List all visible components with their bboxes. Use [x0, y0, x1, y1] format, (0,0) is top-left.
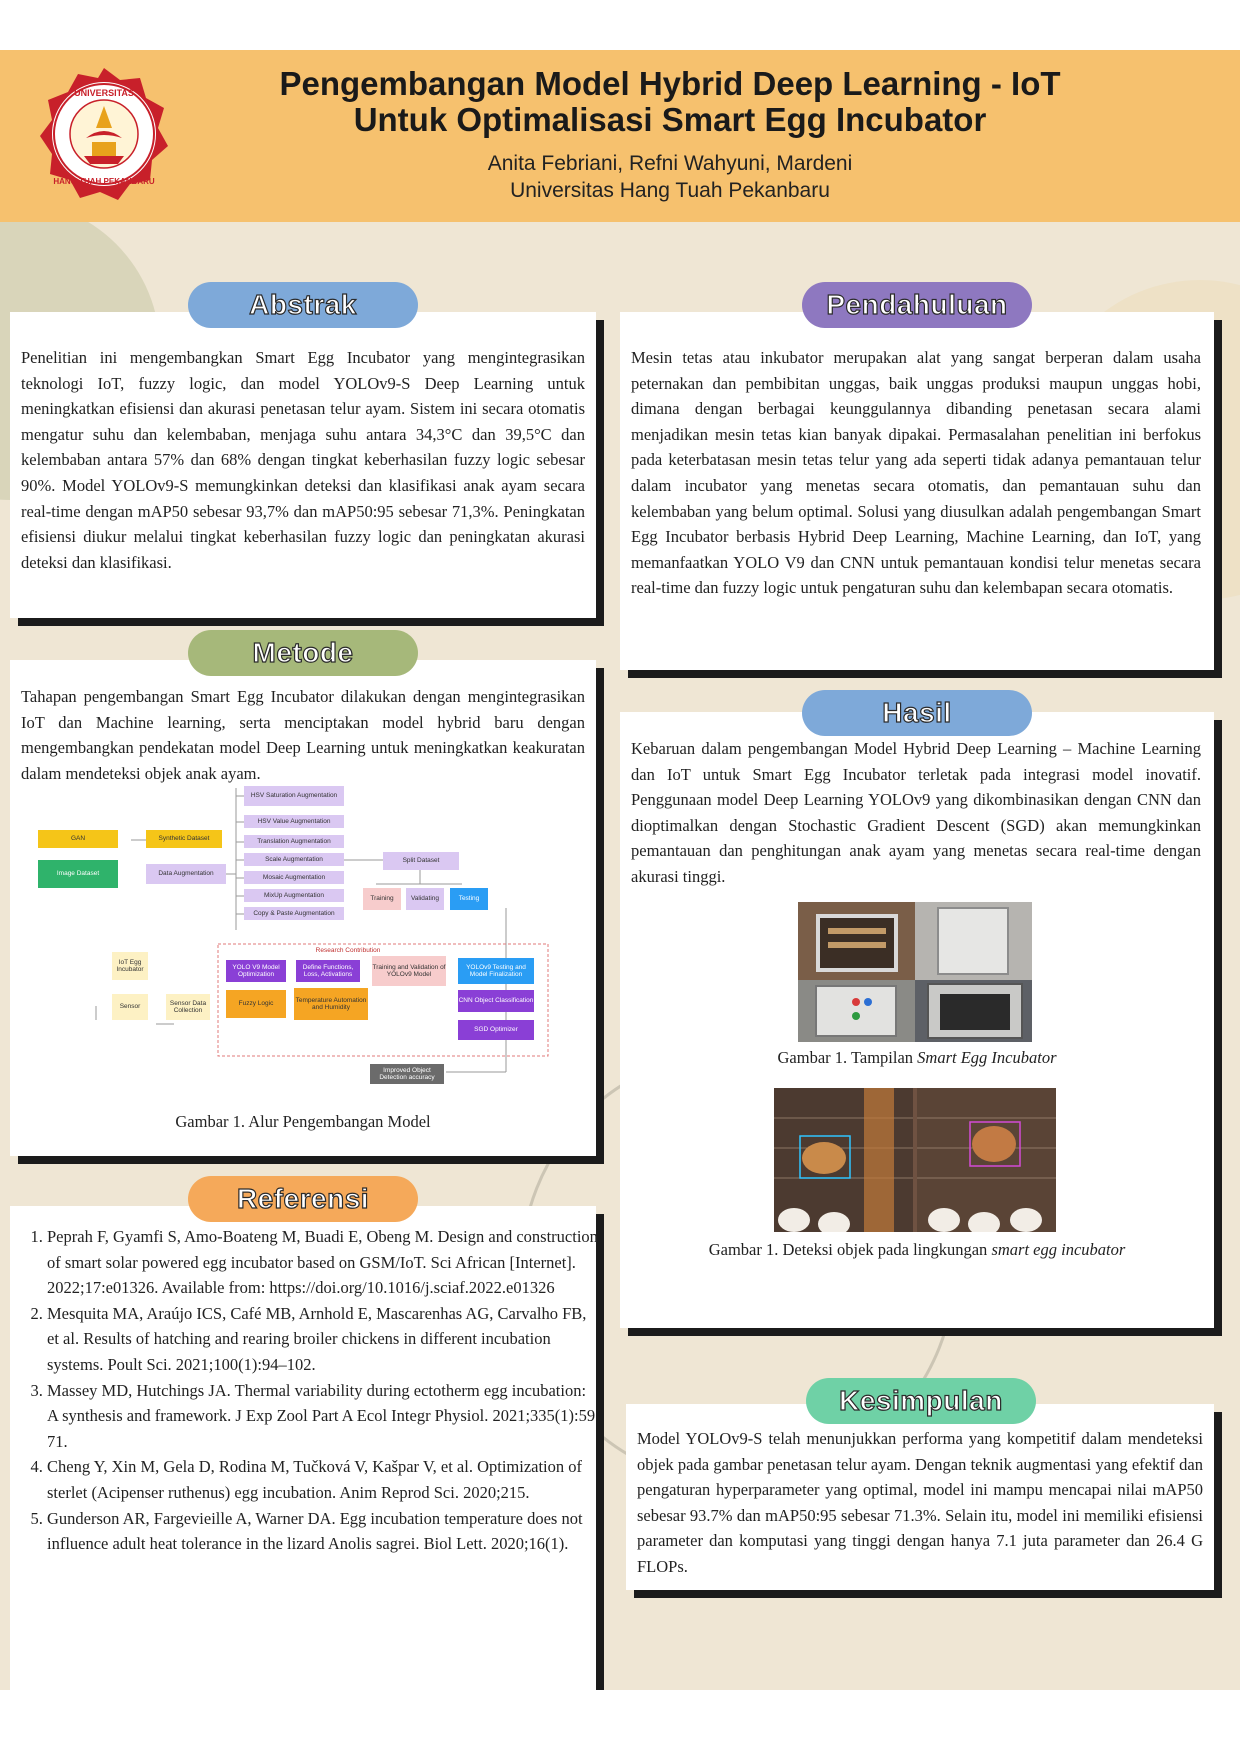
reference-list [21, 1224, 599, 1557]
abstrak-heading: Abstrak [188, 282, 418, 328]
diagram-aug-3: Translation Augmentation [244, 835, 344, 848]
diagram-fuzzy-logic: Fuzzy Logic [226, 990, 286, 1018]
university-logo [36, 66, 172, 202]
authors: Anita Febriani, Refni Wahyuni, Mardeni [487, 152, 853, 175]
diagram-split-dataset: Split Dataset [383, 852, 459, 870]
poster-title [200, 66, 1140, 138]
caption-1-italic: Smart Egg Incubator [917, 1048, 1057, 1067]
diagram-synthetic-dataset: Synthetic Dataset [146, 830, 222, 848]
hasil-heading: Hasil [802, 690, 1032, 736]
detection-photos [774, 1088, 1056, 1232]
poster [0, 50, 1240, 1690]
pendahuluan-text: Mesin tetas atau inkubator merupakan alat yang sangat berperan dalam usaha peternakan dan pembibitan unggas, baik unggas produksi maupun unggas hobi, dimana dengan berbagai keunggulannya dibanding penetasan secara alami menjadikan mesin tetas kian banyak dipakai. Permasalahan penelitian ini berfokus pada keterbatasan mesin tetas telur yang ada seperti tidak adanya pemantauan telur dalam incubator yang menetas secara otomatis, dan pemantauan suhu dan kelembaban yang belum optimal. Solusi yang diusulkan adalah pengembangan Smart Egg Incubator berbasis Hybrid Deep Learning, Machine Learning, dan IoT, yang memanfaatkan YOLO V9 dan CNN untuk pemantauan kondisi telur menetas secara real-time dan fuzzy logic untuk pengaturan suhu dan kelembapan secara otomatis. [631, 348, 1201, 598]
diagram-data-augmentation: Data Augmentation [146, 864, 226, 884]
diagram-aug-6: MixUp Augmentation [244, 889, 344, 902]
diagram-sensor-data: Sensor Data Collection [166, 994, 210, 1020]
diagram-cnn: CNN Object Classification [458, 990, 534, 1012]
metode-caption: Gambar 1. Alur Pengembangan Model [175, 1112, 431, 1131]
diagram-sensor: Sensor [112, 994, 148, 1020]
diagram-define-functions: Define Functions, Loss, Activations [296, 960, 360, 982]
diagram-gan: GAN [38, 830, 118, 848]
abstrak-text: Penelitian ini mengembangkan Smart Egg Incubator yang mengintegrasikan teknologi IoT, fuzzy logic, dan model YOLOv9-S Deep Learning untuk meningkatkan efisiensi dan akurasi penetasan telur ayam. Sistem ini secara otomatis mengatur suhu dan kelembaban, menjaga suhu antara 34,3°C dan 39,5°C dan kelembaban antara 57% dan 68% dengan tingkat keberhasilan fuzzy logic sebesar 90%. Model YOLOv9-S memungkinkan deteksi dan klasifikasi anak ayam secara real-time dengan mAP50 sebesar 93,7% dan mAP50:95 sebesar 71,3%. Peningkatan efisiensi diukur melalui tingkat keberhasilan fuzzy logic dan peningkatan akurasi deteksi dan klasifikasi. [21, 348, 585, 572]
diagram-sgd: SGD Optimizer [458, 1020, 534, 1040]
kesimpulan-text: Model YOLOv9-S telah menunjukkan performa yang kompetitif dalam mendeteksi objek pada gambar penetasan telur ayam. Dengan teknik augmentasi yang efektif dan pengaturan hyperparameter yang optimal, model ini mampu mencapai nilai mAP50 sebesar 93.7% dan mAP50:95 sebesar 71.3%. Selain itu, model ini memiliki efisiensi parameter dan komputasi yang tinggi dengan hanya 7.1 juta parameter dan 26.4 G FLOPs. [637, 1429, 1203, 1576]
pendahuluan-heading: Pendahuluan [802, 282, 1032, 328]
hasil-caption-1 [620, 1048, 1214, 1068]
diagram-aug-2: HSV Value Augmentation [244, 815, 344, 828]
svg-text:UNIVERSITAS: UNIVERSITAS [74, 88, 134, 98]
hasil-text: Kebaruan dalam pengembangan Model Hybrid Deep Learning – Machine Learning dan IoT untuk Smart Egg Incubator terletak pada integrasi model inovatif. Penggunaan model Deep Learning YOLOv9 yang dikombinasikan dengan CNN dan dioptimalkan dengan Stochastic Gradient Descent (SGD) akan memungkinkan pemantauan dan penghitungan anak ayam yang menetas secara real-time dengan akurasi tinggi. [631, 739, 1201, 886]
author-block [200, 150, 1140, 204]
kesimpulan-heading: Kesimpulan [806, 1378, 1036, 1424]
diagram-temperature: Temperature Automation and Humidity [294, 988, 368, 1020]
reference-item: 1. Peprah F, Gyamfi S, Amo-Boateng M, Buadi E, Obeng M. Design and construction of smart solar powered egg incubator based on GSM/IoT. Sci African [Internet]. 2022;17:e01326. Available from: https://doi.org/10.1016/j.sciaf.2022.e01326 [47, 1224, 599, 1301]
diagram-training: Training [363, 888, 401, 910]
caption-2-prefix: Gambar 1. Deteksi objek pada lingkungan [708, 1240, 992, 1259]
title-line-2: Untuk Optimalisasi Smart Egg Incubator [353, 101, 987, 138]
reference-item: 2. Mesquita MA, Araújo ICS, Café MB, Arnhold E, Mascarenhas AG, Carvalho FB, et al. Results of hatching and rearing broiler chickens in different incubation systems. Poult Sci. 2021;100(1):94–102. [47, 1301, 599, 1378]
hasil-caption-2 [620, 1240, 1214, 1260]
diagram-research-contribution: Research Contribution [315, 947, 381, 955]
diagram-iot-egg: IoT Egg Incubator [112, 952, 148, 980]
diagram-aug-7: Copy & Paste Augmentation [244, 907, 344, 920]
diagram-aug-1: HSV Saturation Augmentation [244, 786, 344, 806]
reference-item: 5. Gunderson AR, Fargevieille A, Warner DA. Egg incubation temperature does not influence adult heat tolerance in the lizard Anolis sagrei. Biol Lett. 2020;16(1). [47, 1506, 599, 1557]
pendahuluan-card [620, 312, 1214, 670]
abstrak-card [10, 312, 596, 618]
flow-diagram [26, 780, 582, 1092]
diagram-validating: Validating [406, 888, 444, 910]
incubator-photos [798, 902, 1032, 1042]
metode-card [10, 660, 596, 1156]
referensi-heading: Referensi [188, 1176, 418, 1222]
diagram-image-dataset: Image Dataset [38, 860, 118, 888]
diagram-improved-accuracy: Improved Object Detection accuracy [370, 1064, 444, 1084]
diagram-yolo-optimization: YOLO V9 Model Optimization [226, 960, 286, 982]
diagram-testing: Testing [450, 888, 488, 910]
poster-header [0, 50, 1240, 222]
hasil-card [620, 712, 1214, 1328]
caption-1-prefix: Gambar 1. Tampilan [777, 1048, 918, 1067]
title-line-1: Pengembangan Model Hybrid Deep Learning - IoT [279, 65, 1061, 102]
referensi-card [10, 1206, 596, 1690]
diagram-aug-4: Scale Augmentation [244, 853, 344, 866]
kesimpulan-card [626, 1404, 1214, 1590]
svg-text:HANG TUAH PEKANBARU: HANG TUAH PEKANBARU [53, 177, 155, 186]
diagram-aug-5: Mosaic Augmentation [244, 871, 344, 884]
reference-item: 3. Massey MD, Hutchings JA. Thermal variability during ectotherm egg incubation: A synthesis and framework. J Exp Zool Part A Ecol Integr Physiol. 2021;335(1):59 71. [47, 1378, 599, 1455]
diagram-yolo-testing: YOLOv9 Testing and Model Finalization [458, 958, 534, 984]
affiliation: Universitas Hang Tuah Pekanbaru [510, 179, 830, 202]
reference-item: 4. Cheng Y, Xin M, Gela D, Rodina M, Tučková V, Kašpar V, et al. Optimization of sterlet (Acipenser ruthenus) egg incubation. Anim Reprod Sci. 2020;215. [47, 1454, 599, 1505]
diagram-train-val: Training and Validation of YOLOv9 Model [372, 956, 446, 986]
metode-text: Tahapan pengembangan Smart Egg Incubator dilakukan dengan mengintegrasikan IoT dan Machine learning, serta menciptakan model hybrid baru dengan mengembangkan pendekatan model Deep Learning untuk meningkatkan keakuratan dalam mendeteksi objek anak ayam. [21, 687, 585, 783]
metode-heading: Metode [188, 630, 418, 676]
caption-2-italic: smart egg incubator [991, 1240, 1126, 1259]
